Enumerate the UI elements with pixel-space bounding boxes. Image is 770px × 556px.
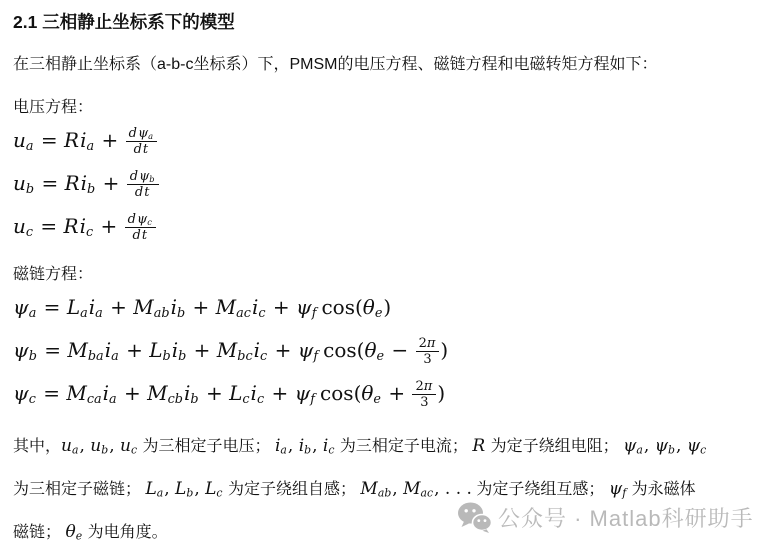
intro-paragraph: 在三相静止坐标系（a-b-c坐标系）下，PMSM的电压方程、磁链方程和电磁转矩方程如下： — [13, 56, 658, 73]
section-heading: 2.1 三相静止坐标系下的模型 — [13, 12, 235, 32]
wechat-icon — [457, 501, 492, 534]
voltage-equations-label: 电压方程： — [13, 99, 94, 116]
voltage-equations — [13, 119, 757, 248]
voltage-equation-ub: $u_b = Ri_b$ + $\frac{d\psi_b}{dt}$ — [13, 162, 757, 205]
flux-equations — [13, 286, 757, 415]
watermark-text: 公众号 · Matlab科研助手 — [498, 506, 754, 531]
voltage-equation-uc: $u_c = Ri_c$ + $\frac{d\psi_c}{dt}$ — [13, 205, 757, 248]
voltage-equation-ua: $u_a = Ri_a$ + $\frac{d\psi_a}{dt}$ — [13, 119, 757, 162]
flux-equations-label: 磁链方程： — [13, 266, 94, 283]
flux-equation-psib: $\psi_b = M_{ba}i_a + L_bi_b + M_{bc}i_c + \psi_f$ $\cos(\theta_e$ − $\frac{2\pi}{3}$ ) — [13, 335, 449, 368]
flux-equation-psia: $\psi_a = L_ai_a + M_{ab}i_b + M_{ac}i_c + \psi_f$ $\cos(\theta_e)$ — [13, 295, 392, 322]
watermark — [457, 501, 754, 534]
symbols-explanation: 其中，$u_a$, $u_b$, $u_c$ 为三相定子电压； $i_a$, $i_b$, $i_c$ 为三相定子电流； R 为定子绕组电阻； $\psi_a$, $\psi_b$, $\psi_c$ 为三相定子磁链； $L_a$, $L_b$, $L_c$ 为定子绕组自感； $M_{ab}$, $M_{ac}$, . . . 为定子绕组互感； $\psi_f$ 为永磁体 磁链； $\theta_e$ 为电角度。 — [13, 436, 707, 543]
flux-equation-psic: $\psi_c = M_{ca}i_a + M_{cb}i_b + L_ci_c + \psi_f$ $\cos(\theta_e$ + $\frac{2\pi}{3}$ ) — [13, 378, 446, 411]
